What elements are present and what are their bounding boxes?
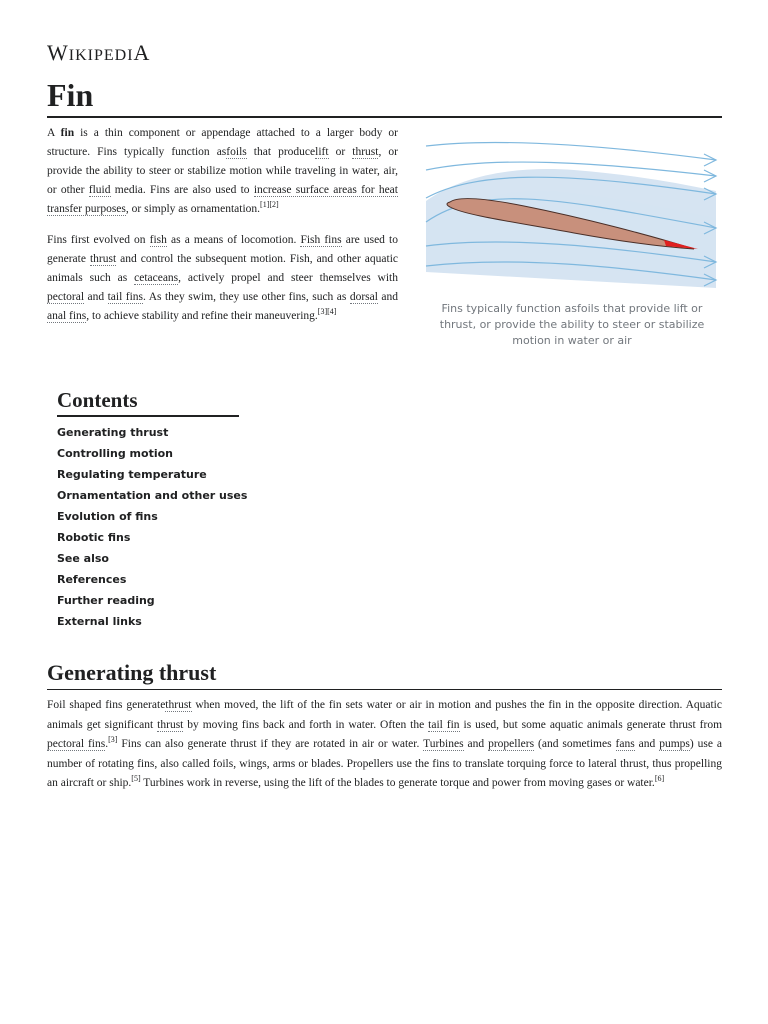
text: (and sometimes: [534, 738, 616, 750]
wordmark-w: W: [47, 40, 69, 65]
text: . As they swim, they use other fins, such as: [143, 291, 350, 303]
text: ) use a number of rotating fins, also called foils, wings, arms or blades. Propellers use the fins to translate torquing force to lateral thrust, thus propelling an aircraft or ship.: [47, 738, 723, 789]
text: and: [377, 291, 398, 303]
text: , actively propel and steer themselves with: [178, 272, 398, 284]
toc-item-robotic-fins[interactable]: Robotic fins: [57, 531, 131, 544]
text: is a thin component or appendage attached to a larger body or structure. Fins typically function as: [47, 127, 399, 158]
link-fans[interactable]: fans: [615, 738, 635, 750]
text: are used to generate: [47, 234, 398, 265]
link-lift[interactable]: lift: [315, 146, 329, 158]
toc-item-see-also[interactable]: See also: [57, 552, 109, 565]
text: , to achieve stability and refine their maneuvering.: [86, 310, 318, 322]
text: as a means of locomotion.: [166, 234, 301, 246]
toc-item-controlling-motion[interactable]: Controlling motion: [57, 447, 173, 460]
link-foils[interactable]: foils: [226, 146, 247, 158]
text: or: [328, 146, 353, 158]
text: that produce: [246, 146, 316, 158]
text: .: [105, 738, 109, 750]
ref-2[interactable]: [2]: [269, 200, 279, 210]
link-fish-fins[interactable]: Fish fins: [300, 234, 342, 246]
ref-3[interactable]: [3]: [317, 307, 328, 317]
text: Foil shaped fins generate: [47, 699, 166, 711]
ref-1[interactable]: [1]: [260, 200, 270, 210]
page-title: Fin: [47, 76, 722, 118]
text: , or simply as ornamentation.: [125, 203, 261, 215]
wordmark-a: A: [133, 40, 151, 65]
link-thrust[interactable]: thrust: [352, 146, 379, 158]
link-tail-fin[interactable]: tail fin: [428, 718, 460, 731]
text: by moving fins back and forth in water. Often the: [183, 718, 429, 731]
toc-item-evolution-of-fins[interactable]: Evolution of fins: [57, 510, 158, 523]
text: is used, but some aquatic animals generate thrust from: [459, 718, 723, 731]
link-cetaceans[interactable]: cetaceans: [134, 272, 179, 284]
link-propellers[interactable]: propellers: [488, 738, 535, 750]
text: media. Fins are also used to: [110, 184, 254, 196]
section-body-generating-thrust: [47, 696, 722, 794]
toc-item-further-reading[interactable]: Further reading: [57, 594, 155, 607]
wordmark-middle: IKIPEDI: [68, 47, 134, 64]
toc-item-regulating-temperature[interactable]: Regulating temperature: [57, 468, 207, 481]
text: Fins can also generate thrust if they are rotated in air or water.: [117, 738, 424, 750]
table-of-contents: [57, 387, 297, 632]
text: and: [84, 291, 108, 303]
link-pumps[interactable]: pumps: [659, 738, 690, 750]
toc-item-generating-thrust[interactable]: Generating thrust: [57, 426, 169, 439]
toc-list: [57, 422, 297, 632]
link-anal-fins[interactable]: anal fins: [47, 310, 87, 322]
link-dorsal[interactable]: dorsal: [349, 291, 378, 303]
toc-title: Contents: [57, 387, 239, 417]
intro-paragraph-1: [47, 124, 398, 219]
link-pectoral[interactable]: pectoral: [47, 291, 85, 303]
text: and: [463, 738, 489, 750]
section-heading-generating-thrust: Generating thrust: [47, 659, 722, 690]
link-thrust[interactable]: thrust: [89, 253, 117, 265]
ref-4[interactable]: [4]: [327, 307, 337, 317]
link-thrust[interactable]: thrust: [165, 699, 192, 711]
intro-paragraph-2: [47, 231, 398, 326]
bold-term: fin: [60, 127, 75, 139]
text: Turbines work in reverse, using the lift of the blades to generate torque and power from moving gases or water.: [140, 777, 655, 789]
text: , or provide the ability to steer or stabilize motion while traveling in water, air, or other: [47, 146, 398, 196]
link-fish[interactable]: fish: [149, 234, 167, 246]
foil-figure: [424, 136, 720, 349]
text: Fins first evolved on: [47, 234, 150, 246]
toc-item-external-links[interactable]: External links: [57, 615, 142, 628]
text: and control the subsequent motion. Fish, and other aquatic animals such as: [47, 253, 398, 284]
toc-item-ornamentation[interactable]: Ornamentation and other uses: [57, 489, 248, 502]
toc-item-references[interactable]: References: [57, 573, 127, 586]
foil-diagram[interactable]: [424, 136, 720, 288]
link-thrust[interactable]: thrust: [157, 718, 184, 731]
link-turbines[interactable]: Turbines: [423, 738, 464, 750]
ref-3[interactable]: [3]: [108, 735, 118, 745]
ref-5[interactable]: [5]: [131, 774, 141, 784]
text: and: [634, 738, 660, 750]
intro-text: [47, 124, 398, 338]
text: A: [47, 127, 61, 139]
figure-caption: Fins typically function asfoils that provide lift or thrust, or provide the ability to steer or stabilize motion in water or air: [439, 302, 705, 347]
link-tail-fins[interactable]: tail fins: [107, 291, 143, 303]
link-fluid[interactable]: fluid: [88, 184, 111, 196]
wikipedia-wordmark[interactable]: [47, 40, 150, 66]
ref-6[interactable]: [6]: [654, 774, 665, 784]
text: when moved, the lift of the fin sets water or air in motion and pushes the fin in the opposite direction. Aquatic animals get significant: [47, 699, 722, 731]
streamline: [426, 142, 716, 160]
link-pectoral-fins[interactable]: pectoral fins: [47, 738, 106, 750]
link-heat-transfer[interactable]: increase surface areas for heat transfer purposes: [47, 184, 398, 215]
